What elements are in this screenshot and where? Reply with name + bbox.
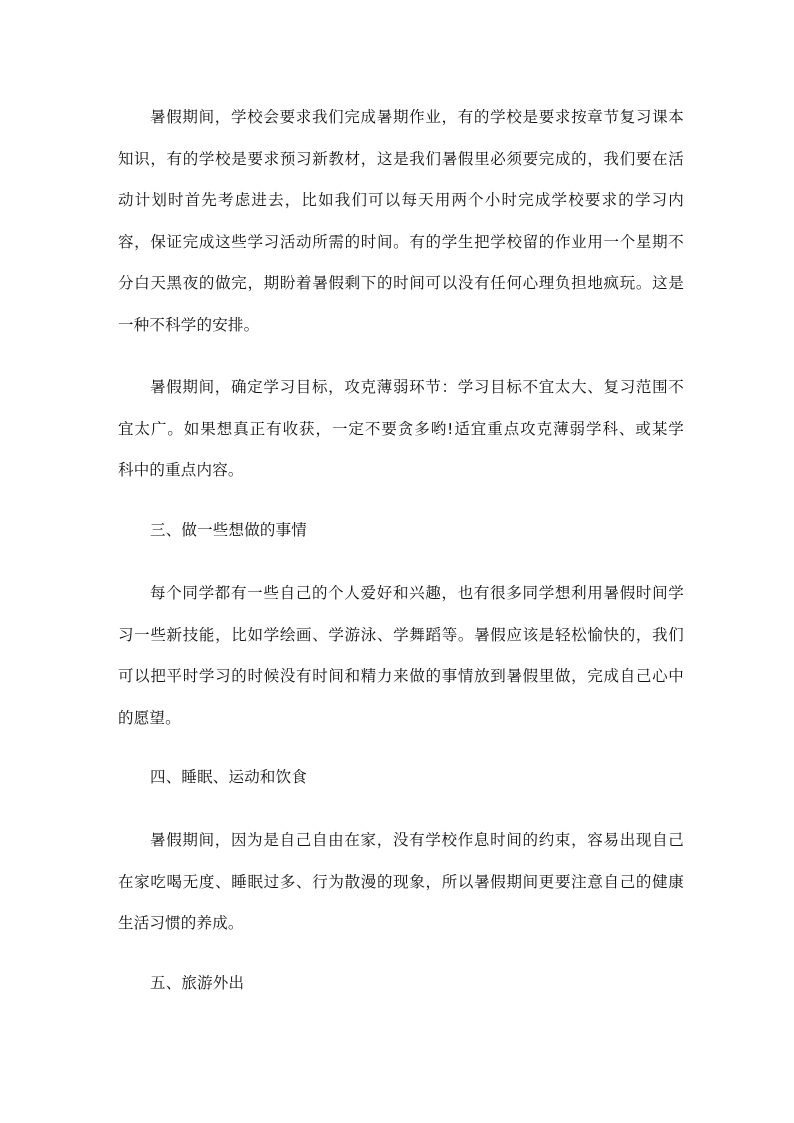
paragraph-line: 可以把平时学习的时候没有时间和精力来做的事情放到暑假里做，完成自己心中 — [118, 667, 684, 685]
paragraph-line: 暑假期间，学校会要求我们完成暑期作业，有的学校是要求按章节复习课本 — [150, 108, 684, 126]
paragraph-line: 科中的重点内容。 — [118, 461, 244, 479]
paragraph-study-goals — [118, 367, 684, 492]
paragraph-line: 动计划时首先考虑进去，比如我们可以每天用两个小时完成学校要求的学习内 — [118, 191, 684, 209]
section-heading: 三、做一些想做的事情 — [150, 521, 308, 539]
paragraph-line: 暑假期间，确定学习目标，攻克薄弱环节：学习目标不宜太大、复习范围不 — [150, 378, 684, 396]
section-heading: 五、旅游外出 — [150, 974, 245, 992]
section-heading-five — [118, 963, 684, 1005]
paragraph-line: 容，保证完成这些学习活动所需的时间。有的学生把学校留的作业用一个星期不 — [118, 232, 684, 251]
paragraph-line: 一种不科学的安排。 — [118, 315, 260, 334]
paragraph-hobbies — [118, 573, 684, 739]
section-heading-four — [118, 757, 684, 799]
section-heading: 四、睡眠、运动和饮食 — [150, 768, 308, 786]
paragraph-sleep-exercise-diet — [118, 820, 684, 945]
paragraph-line: 每个同学都有一些自己的个人爱好和兴趣，也有很多同学想利用暑假时间学 — [150, 584, 684, 602]
paragraph-line: 的愿望。 — [118, 708, 181, 727]
paragraph-line: 习一些新技能，比如学绘画、学游泳、学舞蹈等。暑假应该是轻松愉快的，我们 — [118, 625, 684, 644]
paragraph-line: 在家吃喝无度、睡眠过多、行为散漫的现象，所以暑假期间更要注意自己的健康 — [118, 872, 684, 891]
paragraph-line: 生活习惯的养成。 — [118, 914, 244, 932]
section-heading-three — [118, 510, 684, 552]
paragraph-line: 分白天黑夜的做完，期盼着暑假剩下的时间可以没有任何心理负担地疯玩。这是 — [118, 274, 684, 292]
paragraph-line: 宜太广。如果想真正有收获，一定不要贪多哟!适宜重点攻克薄弱学科、或某学 — [118, 419, 684, 438]
paragraph-summer-homework — [118, 97, 684, 346]
paragraph-line: 暑假期间，因为是自己自由在家，没有学校作息时间的约束，容易出现自己 — [150, 831, 684, 849]
paragraph-line: 知识，有的学校是要求预习新教材，这是我们暑假里必须要完成的，我们要在活 — [118, 149, 684, 168]
